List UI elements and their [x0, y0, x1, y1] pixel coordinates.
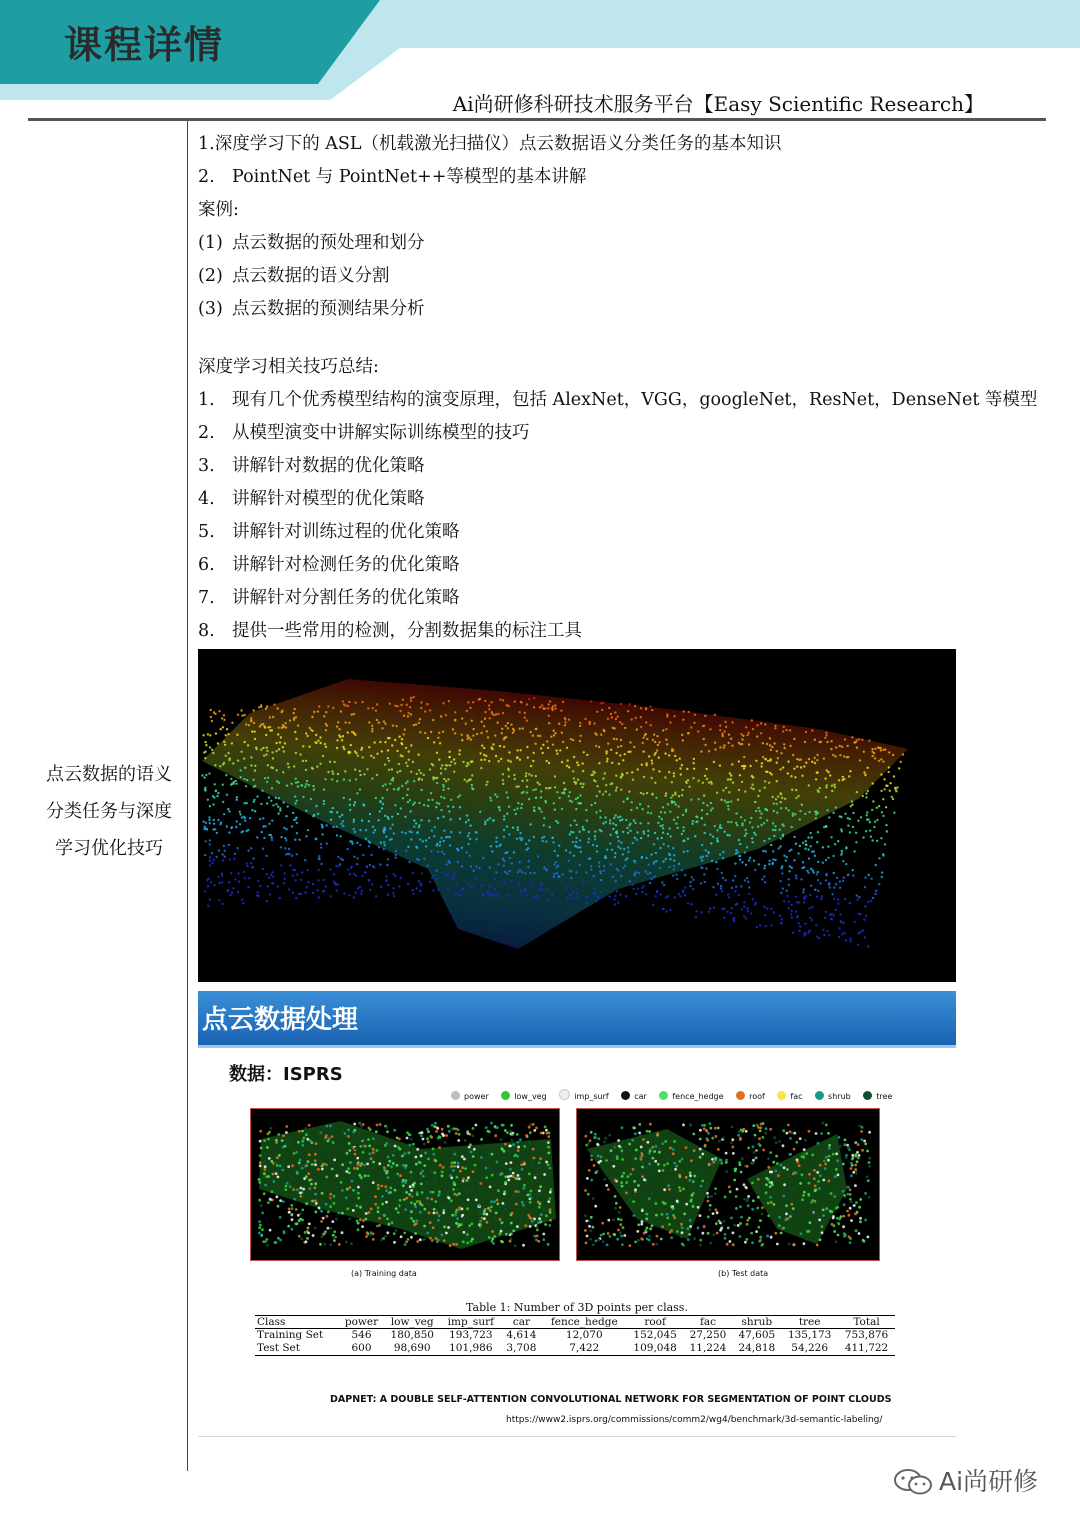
tip-item	[198, 384, 1058, 417]
legend-label: shrub	[828, 1092, 851, 1101]
tip-item	[198, 516, 1058, 549]
legend-swatch	[559, 1089, 570, 1100]
points-per-class-table	[255, 1315, 895, 1356]
legend-swatch	[451, 1091, 460, 1100]
table-header-cell: fac	[684, 1316, 733, 1329]
legend-item	[559, 1089, 608, 1101]
tip-item	[198, 549, 1058, 582]
tip-item	[198, 615, 1058, 648]
intro-item	[198, 161, 1058, 194]
item-number: 4.	[198, 489, 215, 509]
case-item	[198, 293, 1058, 326]
item-number: (1)	[198, 233, 223, 253]
class-legend	[451, 1089, 902, 1101]
table-cell: 193,723	[449, 1329, 493, 1341]
legend-swatch	[501, 1091, 510, 1100]
item-number: 2.	[198, 423, 215, 443]
item-number: 1.	[198, 390, 215, 410]
page-title: 课程详情	[64, 23, 225, 67]
table-row	[255, 1342, 895, 1356]
item-number: 2.	[198, 167, 215, 187]
training-data-image	[250, 1108, 560, 1261]
legend-label: tree	[876, 1092, 893, 1101]
intro-item	[198, 128, 1058, 161]
legend-label: roof	[749, 1092, 765, 1101]
tip-text: 讲解针对分割任务的优化策略	[232, 588, 460, 608]
legend-label: power	[464, 1092, 489, 1101]
table-cell: 546	[351, 1329, 372, 1341]
legend-swatch	[777, 1091, 786, 1100]
table-header-cell: imp_surf	[441, 1316, 501, 1329]
table-cell: 47,605	[738, 1329, 776, 1341]
table-cell: 3,708	[501, 1342, 542, 1356]
dataset-url[interactable]: https://www2.isprs.org/commissions/comm2/wg4/benchmark/3d-semantic-labeling/	[506, 1415, 883, 1425]
table-cell: 11,224	[684, 1342, 733, 1356]
case-text: 点云数据的预测结果分析	[232, 299, 425, 319]
dataset-slide	[198, 991, 956, 1439]
item-number: (2)	[198, 266, 223, 286]
table-cell: 4,614	[506, 1329, 537, 1341]
table-cell: 180,850	[390, 1329, 434, 1341]
section-label-line: 分类任务与深度	[46, 801, 172, 822]
legend-swatch	[621, 1091, 630, 1100]
table-cell: 54,226	[781, 1342, 838, 1356]
table-header-cell: Total	[838, 1316, 895, 1329]
table-header-cell: fence_hedge	[542, 1316, 627, 1329]
legend-swatch	[659, 1091, 668, 1100]
case-item	[198, 260, 1058, 293]
tip-text: 讲解针对模型的优化策略	[232, 489, 425, 509]
table-cell: 600	[339, 1342, 384, 1356]
legend-item	[777, 1091, 802, 1101]
section-label-line: 学习优化技巧	[55, 838, 163, 859]
caption-training: (a) Training data	[351, 1269, 417, 1278]
tip-item	[198, 483, 1058, 516]
table-header-cell: shrub	[732, 1316, 781, 1329]
intro-text: PointNet 与 PointNet++等模型的基本讲解	[232, 167, 587, 187]
table-cell: 27,250	[689, 1329, 727, 1341]
test-data-image	[576, 1108, 880, 1261]
course-content	[198, 128, 1058, 648]
item-number: 7.	[198, 588, 215, 608]
legend-swatch	[863, 1091, 872, 1100]
slide-subtitle: 数据：ISPRS	[229, 1064, 343, 1085]
table-cell: 98,690	[384, 1342, 441, 1356]
table-header-cell: car	[501, 1316, 542, 1329]
legend-item	[621, 1091, 647, 1101]
legend-label: fac	[790, 1092, 803, 1101]
watermark	[893, 1462, 1038, 1498]
table-cell: 753,876	[844, 1329, 889, 1341]
section-label	[38, 756, 180, 867]
slide-bottom-rule	[198, 1436, 956, 1437]
column-divider	[187, 121, 188, 1471]
tip-text: 现有几个优秀模型结构的演变原理，包括 AlexNet，VGG，googleNet，ResNet，DenseNet 等模型	[232, 390, 1038, 410]
table-cell: 152,045	[633, 1329, 677, 1341]
table-cell: 135,173	[787, 1329, 832, 1341]
tip-text: 讲解针对检测任务的优化策略	[232, 555, 460, 575]
table-header-cell: roof	[627, 1316, 684, 1329]
table-cell: Training Set	[257, 1329, 324, 1341]
legend-label: imp_surf	[574, 1092, 609, 1101]
table-header-cell: low_veg	[384, 1316, 441, 1329]
tip-text: 讲解针对数据的优化策略	[232, 456, 425, 476]
intro-text: 1.深度学习下的 ASL（机载激光扫描仪）点云数据语义分类任务的基本知识	[198, 134, 782, 154]
item-number: 3.	[198, 456, 215, 476]
slide-title: 点云数据处理	[202, 1005, 359, 1035]
case-item	[198, 227, 1058, 260]
legend-item	[736, 1091, 765, 1101]
tip-text: 从模型演变中讲解实际训练模型的技巧	[232, 423, 530, 443]
item-number: 6.	[198, 555, 215, 575]
legend-label: car	[634, 1092, 647, 1101]
tip-item	[198, 450, 1058, 483]
table-row	[255, 1329, 895, 1343]
platform-name: Ai尚研修科研技术服务平台【Easy Scientific Research】	[452, 92, 984, 116]
tip-text: 提供一些常用的检测，分割数据集的标注工具	[232, 621, 582, 641]
case-text: 点云数据的语义分割	[232, 266, 390, 286]
table-cell: 101,986	[441, 1342, 501, 1356]
paper-title: DAPNET: A DOUBLE SELF-ATTENTION CONVOLUTIONAL NETWORK FOR SEGMENTATION OF POINT CLOUDS	[330, 1394, 892, 1405]
tip-item	[198, 417, 1058, 450]
item-number: (3)	[198, 299, 223, 319]
legend-label: low_veg	[514, 1092, 547, 1101]
watermark-text: Ai尚研修	[939, 1467, 1039, 1496]
lidar-point-cloud-image	[198, 649, 956, 982]
caption-test: (b) Test data	[718, 1269, 769, 1278]
legend-swatch	[815, 1091, 824, 1100]
table-header-cell: Class	[255, 1316, 339, 1329]
table-header-cell: power	[339, 1316, 384, 1329]
table-cell: 109,048	[627, 1342, 684, 1356]
table-title: Table 1: Number of 3D points per class.	[466, 1301, 688, 1314]
table-cell: 7,422	[542, 1342, 627, 1356]
wechat-icon	[893, 1468, 933, 1496]
header-divider	[28, 118, 1046, 121]
tip-item	[198, 582, 1058, 615]
legend-label: fence_hedge	[672, 1092, 724, 1101]
legend-item	[863, 1091, 892, 1101]
item-number: 5.	[198, 522, 215, 542]
section-label-line: 点云数据的语义	[46, 764, 172, 785]
tip-text: 讲解针对训练过程的优化策略	[232, 522, 460, 542]
table-cell: 12,070	[565, 1329, 603, 1341]
cases-heading: 案例:	[198, 200, 239, 220]
legend-item	[659, 1091, 723, 1101]
table-cell: 411,722	[838, 1342, 895, 1356]
item-number: 8.	[198, 621, 215, 641]
table-cell: 24,818	[732, 1342, 781, 1356]
legend-item	[815, 1091, 851, 1101]
case-text: 点云数据的预处理和划分	[232, 233, 425, 253]
slide-banner	[198, 991, 956, 1048]
legend-item	[451, 1091, 489, 1101]
table-header-cell: tree	[781, 1316, 838, 1329]
legend-swatch	[736, 1091, 745, 1100]
tips-heading: 深度学习相关技巧总结:	[198, 357, 379, 377]
legend-item	[501, 1091, 546, 1101]
table-cell: Test Set	[255, 1342, 339, 1356]
